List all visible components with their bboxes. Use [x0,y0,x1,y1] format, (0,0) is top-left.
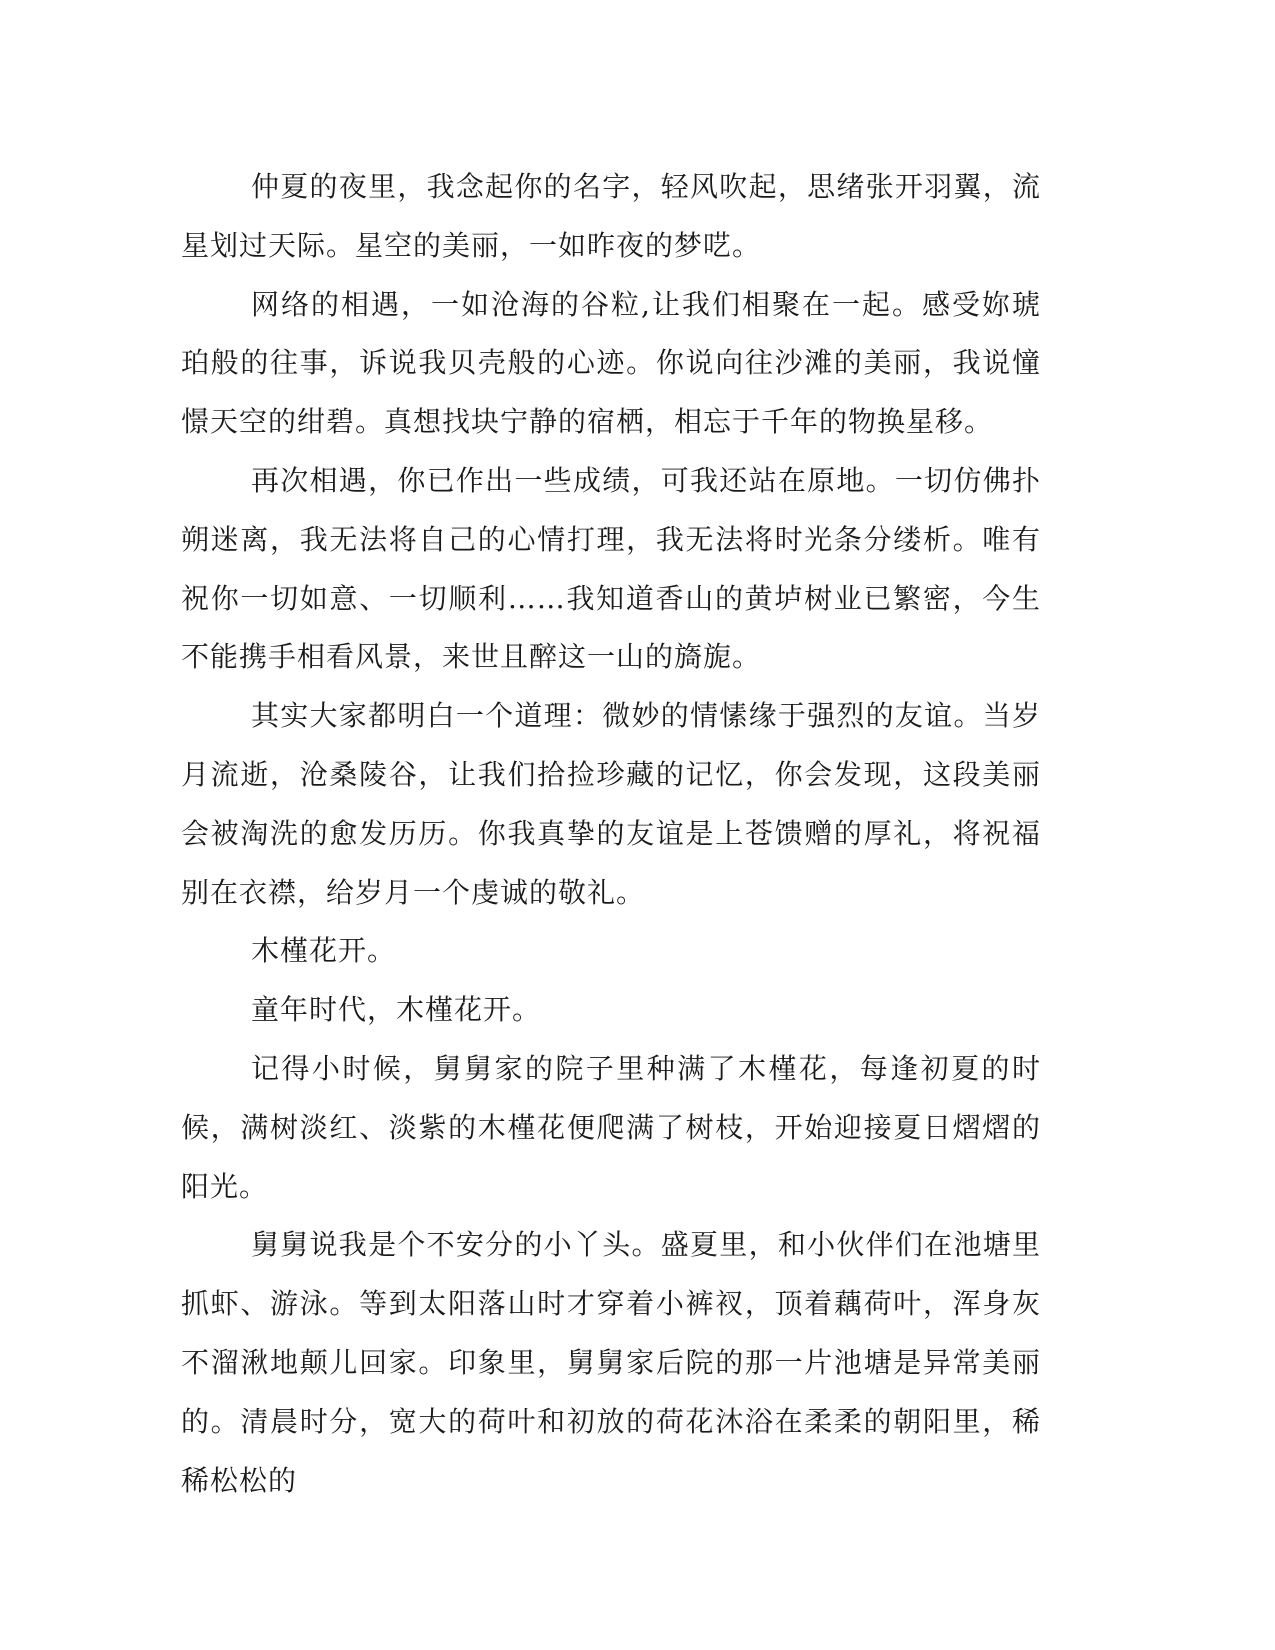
paragraph: 仲夏的夜里，我念起你的名字，轻风吹起，思绪张开羽翼，流星划过天际。星空的美丽，一如昨夜的梦呓。 [181,170,1041,262]
paragraph: 舅舅说我是个不安分的小丫头。盛夏里，和小伙伴们在池塘里抓虾、游泳。等到太阳落山时才穿着小裤衩，顶着藕荷叶，浑身灰不溜湫地颠儿回家。印象里，舅舅家后院的那一片池塘是异常美丽的。清晨时分，宽大的荷叶和初放的荷花沐浴在柔柔的朝阳里，稀稀松松的 [181,1228,1041,1497]
paragraph: 再次相遇，你已作出一些成绩，可我还站在原地。一切仿佛扑朔迷离，我无法将自己的心情打理，我无法将时光条分缕析。唯有祝你一切如意、一切顺利……我知道香山的黄垆树业已繁密，今生不能携手相看风景，来世且醉这一山的旖旎。 [181,463,1041,674]
paragraph: 木槿花开。 [251,934,397,968]
paragraph: 记得小时候，舅舅家的院子里种满了木槿花，每逢初夏的时候，满树淡红、淡紫的木槿花便爬满了树枝，开始迎接夏日熠熠的阳光。 [181,1051,1041,1203]
document-body [181,158,1041,1510]
paragraph: 其实大家都明白一个道理：微妙的情愫缘于强烈的友谊。当岁月流逝，沧桑陵谷，让我们拾捡珍藏的记忆，你会发现，这段美丽会被淘洗的愈发历历。你我真挚的友谊是上苍馈赠的厚礼，将祝福别在衣襟，给岁月一个虔诚的敬礼。 [181,699,1041,909]
paragraph: 童年时代，木槿花开。 [251,993,542,1027]
paragraph: 网络的相遇，一如沧海的谷粒,让我们相聚在一起。感受妳琥珀般的往事，诉说我贝壳般的心迹。你说向往沙滩的美丽，我说憧憬天空的绀碧。真想找块宁静的宿栖，相忘于千年的物换星移。 [181,287,1041,439]
